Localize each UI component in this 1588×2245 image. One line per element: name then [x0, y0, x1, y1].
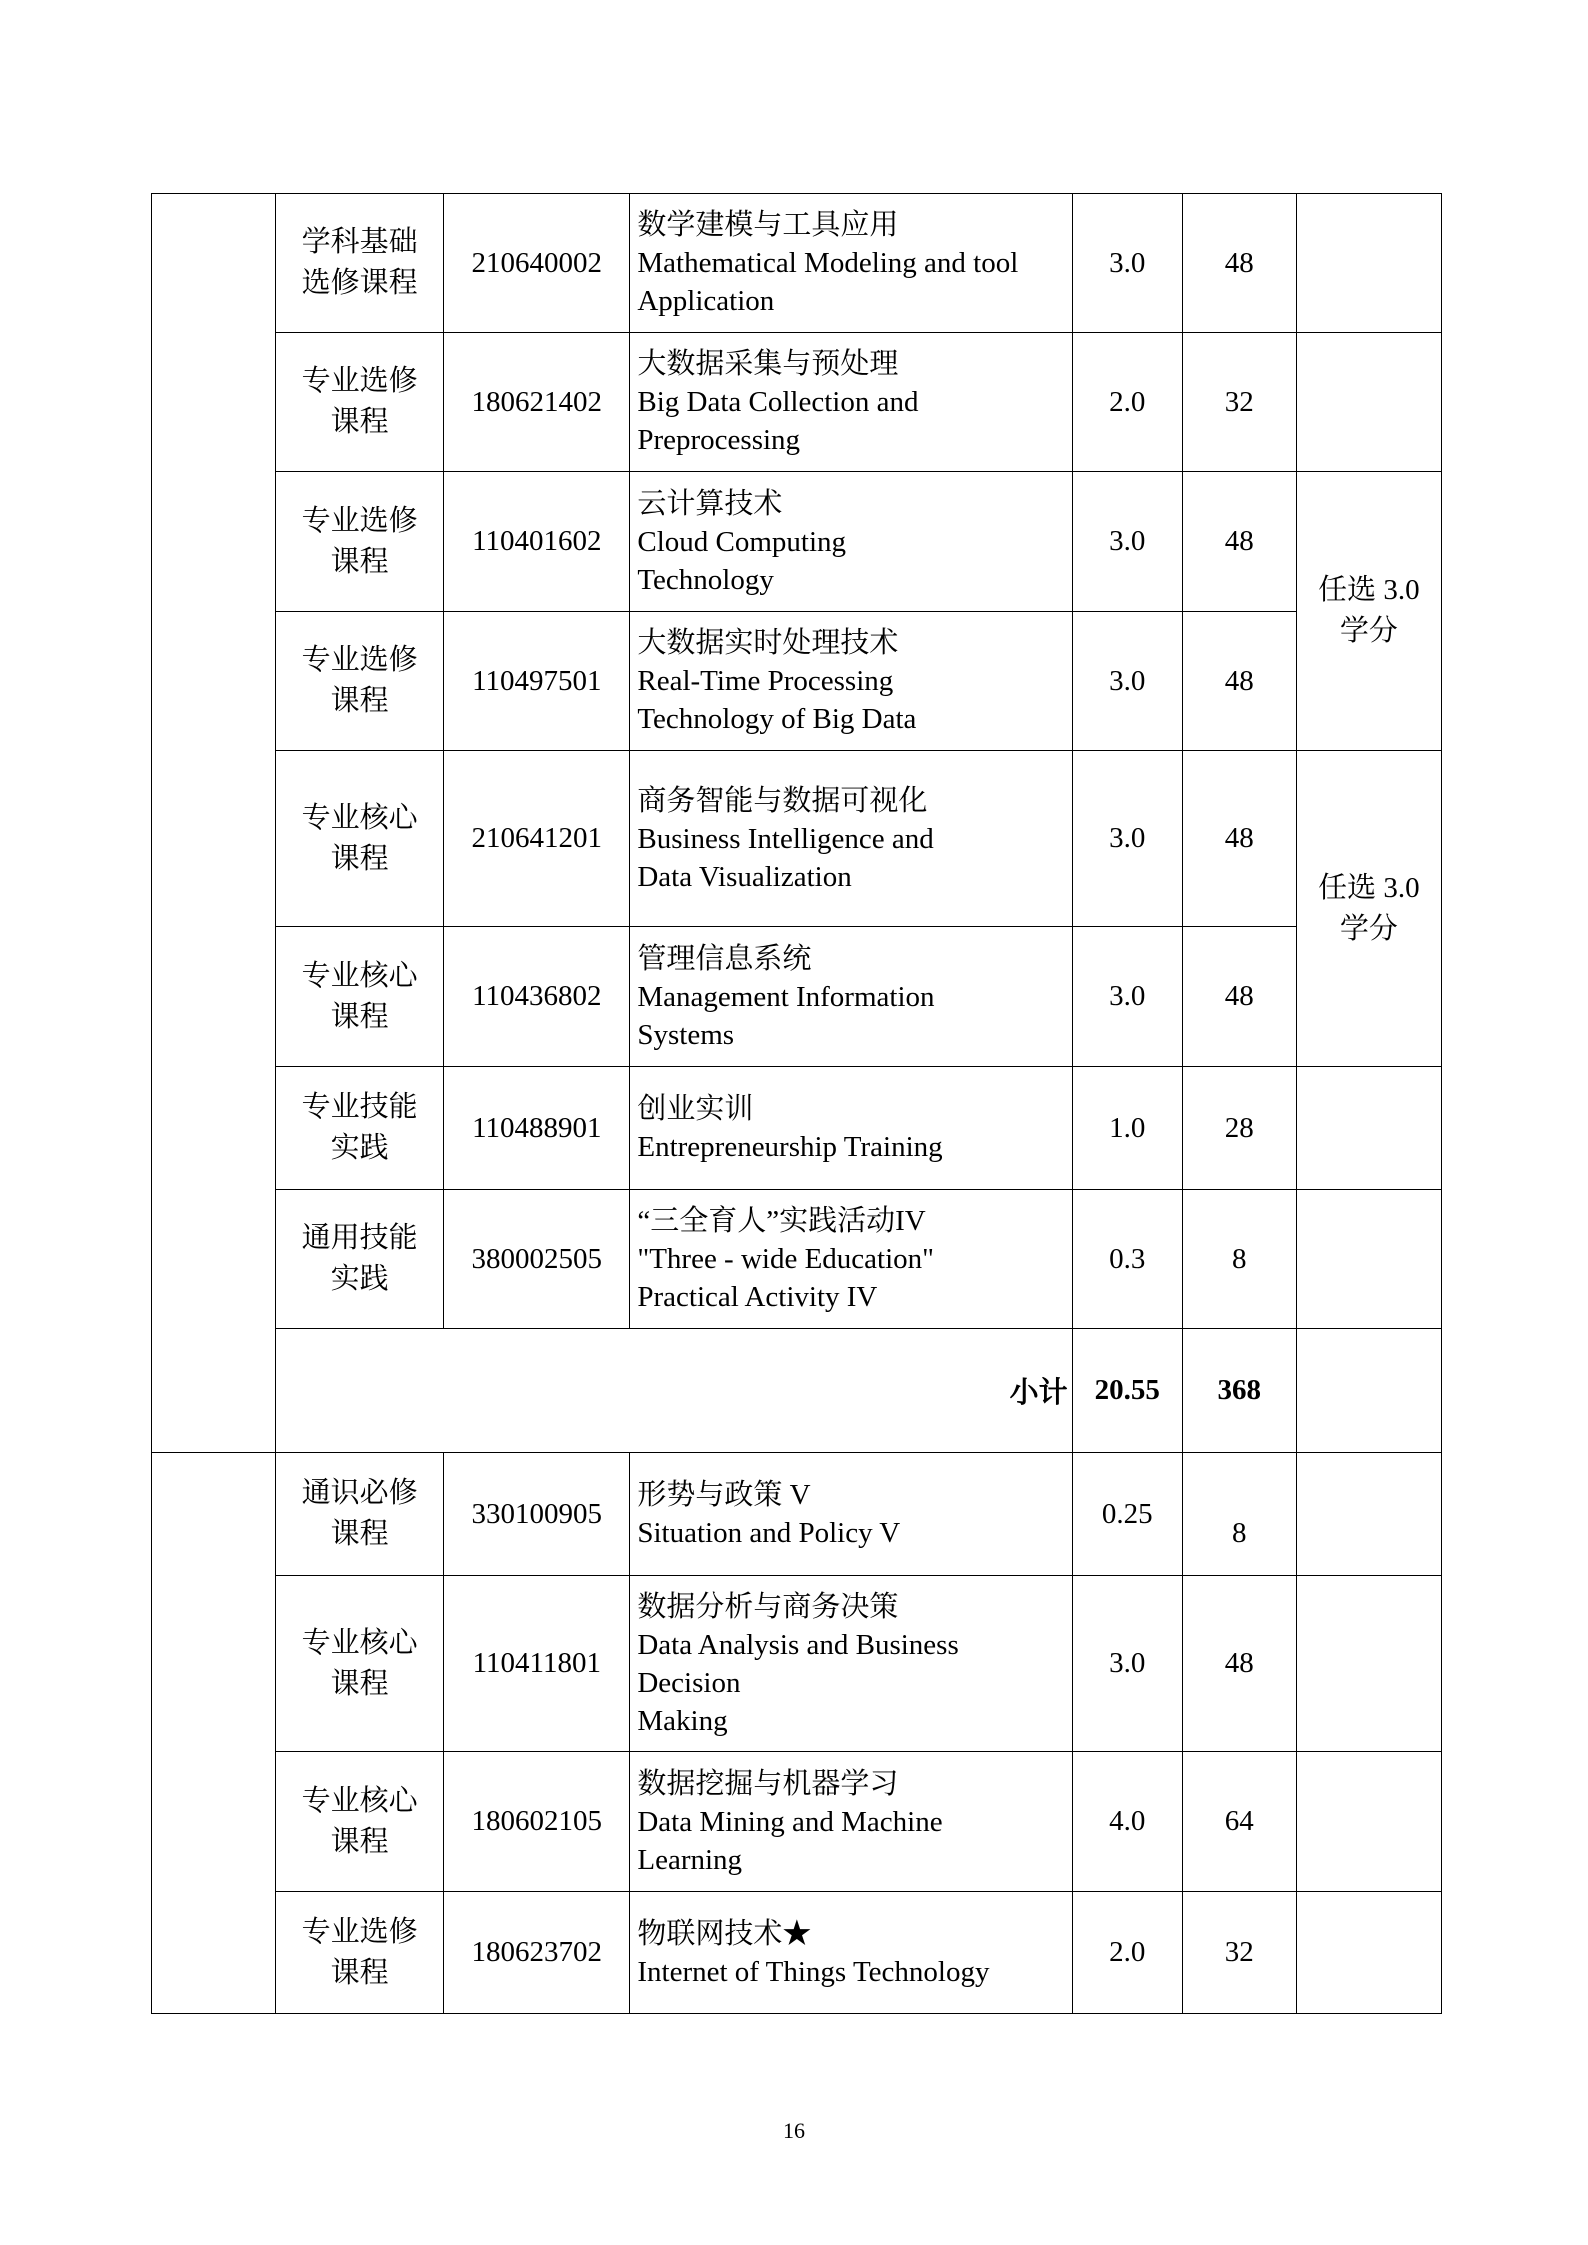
note-cell — [1296, 1892, 1441, 2014]
course-code: 110497501 — [444, 612, 630, 751]
category-cell: 专业技能 实践 — [276, 1067, 444, 1190]
course-name: 数学建模与工具应用 Mathematical Modeling and tool Application — [630, 194, 1072, 333]
course-hours: 48 — [1182, 472, 1296, 612]
category-cell: 专业核心 课程 — [276, 751, 444, 927]
table-row — [152, 1190, 1442, 1329]
table-row — [152, 927, 1442, 1067]
course-code: 110411801 — [444, 1576, 630, 1752]
elective-note-1: 任选 3.0 学分 — [1296, 472, 1441, 751]
course-code: 110401602 — [444, 472, 630, 612]
category-cell: 专业选修 课程 — [276, 472, 444, 612]
note-cell — [1296, 1329, 1441, 1453]
course-credits: 3.0 — [1072, 194, 1182, 333]
table-row — [152, 1576, 1442, 1752]
course-hours: 32 — [1182, 333, 1296, 472]
course-code: 380002505 — [444, 1190, 630, 1329]
page-number: 16 — [783, 2118, 805, 2143]
table-row — [152, 1892, 1442, 2014]
table-row — [152, 612, 1442, 751]
course-hours: 8 — [1182, 1190, 1296, 1329]
category-cell: 专业核心 课程 — [276, 1752, 444, 1892]
elective-note-2: 任选 3.0 学分 — [1296, 751, 1441, 1067]
category-cell: 专业选修 课程 — [276, 333, 444, 472]
category-cell: 学科基础 选修课程 — [276, 194, 444, 333]
course-name: 物联网技术★ Internet of Things Technology — [630, 1892, 1072, 2014]
course-code: 180621402 — [444, 333, 630, 472]
course-credits: 3.0 — [1072, 927, 1182, 1067]
course-hours: 48 — [1182, 751, 1296, 927]
course-code: 180623702 — [444, 1892, 630, 2014]
semester-cell — [152, 1453, 276, 2014]
course-code: 330100905 — [444, 1453, 630, 1576]
course-name: “三全育人”实践活动IV "Three - wide Education" Practical Activity IV — [630, 1190, 1072, 1329]
course-hours: 48 — [1182, 612, 1296, 751]
course-code: 210640002 — [444, 194, 630, 333]
note-cell — [1296, 1752, 1441, 1892]
course-code: 210641201 — [444, 751, 630, 927]
course-hours: 64 — [1182, 1752, 1296, 1892]
subtotal-row — [152, 1329, 1442, 1453]
course-name: 云计算技术 Cloud Computing Technology — [630, 472, 1072, 612]
category-cell: 通用技能 实践 — [276, 1190, 444, 1329]
note-cell — [1296, 333, 1441, 472]
course-credits: 4.0 — [1072, 1752, 1182, 1892]
semester-cell — [152, 194, 276, 1453]
category-cell: 专业核心 课程 — [276, 1576, 444, 1752]
category-cell: 专业核心 课程 — [276, 927, 444, 1067]
course-name: 管理信息系统 Management Information Systems — [630, 927, 1072, 1067]
subtotal-credits: 20.55 — [1072, 1329, 1182, 1453]
category-cell: 专业选修 课程 — [276, 1892, 444, 2014]
course-code: 180602105 — [444, 1752, 630, 1892]
note-cell — [1296, 1576, 1441, 1752]
course-credits: 3.0 — [1072, 472, 1182, 612]
course-code: 110436802 — [444, 927, 630, 1067]
course-credits: 0.25 — [1072, 1453, 1182, 1576]
table-row — [152, 1752, 1442, 1892]
course-hours: 48 — [1182, 194, 1296, 333]
course-name: 数据挖掘与机器学习 Data Mining and Machine Learning — [630, 1752, 1072, 1892]
course-name: 创业实训 Entrepreneurship Training — [630, 1067, 1072, 1190]
course-name: 数据分析与商务决策 Data Analysis and Business Decision Making — [630, 1576, 1072, 1752]
note-cell — [1296, 1190, 1441, 1329]
course-credits: 3.0 — [1072, 612, 1182, 751]
course-name: 商务智能与数据可视化 Business Intelligence and Data Visualization — [630, 751, 1072, 927]
table-row — [152, 194, 1442, 333]
table-row — [152, 333, 1442, 472]
course-credits: 1.0 — [1072, 1067, 1182, 1190]
course-credits: 3.0 — [1072, 751, 1182, 927]
course-hours: 28 — [1182, 1067, 1296, 1190]
course-hours: 32 — [1182, 1892, 1296, 2014]
course-hours: 8 — [1182, 1453, 1296, 1576]
course-hours: 48 — [1182, 927, 1296, 1067]
category-cell: 通识必修 课程 — [276, 1453, 444, 1576]
subtotal-hours: 368 — [1182, 1329, 1296, 1453]
course-code: 110488901 — [444, 1067, 630, 1190]
course-credits: 0.3 — [1072, 1190, 1182, 1329]
course-credits: 2.0 — [1072, 333, 1182, 472]
note-cell — [1296, 194, 1441, 333]
category-cell: 专业选修 课程 — [276, 612, 444, 751]
table-row — [152, 472, 1442, 612]
course-name: 大数据实时处理技术 Real-Time Processing Technology of Big Data — [630, 612, 1072, 751]
table-row — [152, 751, 1442, 927]
course-hours: 48 — [1182, 1576, 1296, 1752]
course-name: 大数据采集与预处理 Big Data Collection and Preprocessing — [630, 333, 1072, 472]
table-row — [152, 1453, 1442, 1576]
note-cell — [1296, 1067, 1441, 1190]
table-row — [152, 1067, 1442, 1190]
subtotal-label: 小计 — [276, 1329, 1073, 1453]
course-name: 形势与政策 V Situation and Policy V — [630, 1453, 1072, 1576]
course-credits: 3.0 — [1072, 1576, 1182, 1752]
note-cell — [1296, 1453, 1441, 1576]
course-schedule-table — [151, 193, 1442, 2014]
course-credits: 2.0 — [1072, 1892, 1182, 2014]
